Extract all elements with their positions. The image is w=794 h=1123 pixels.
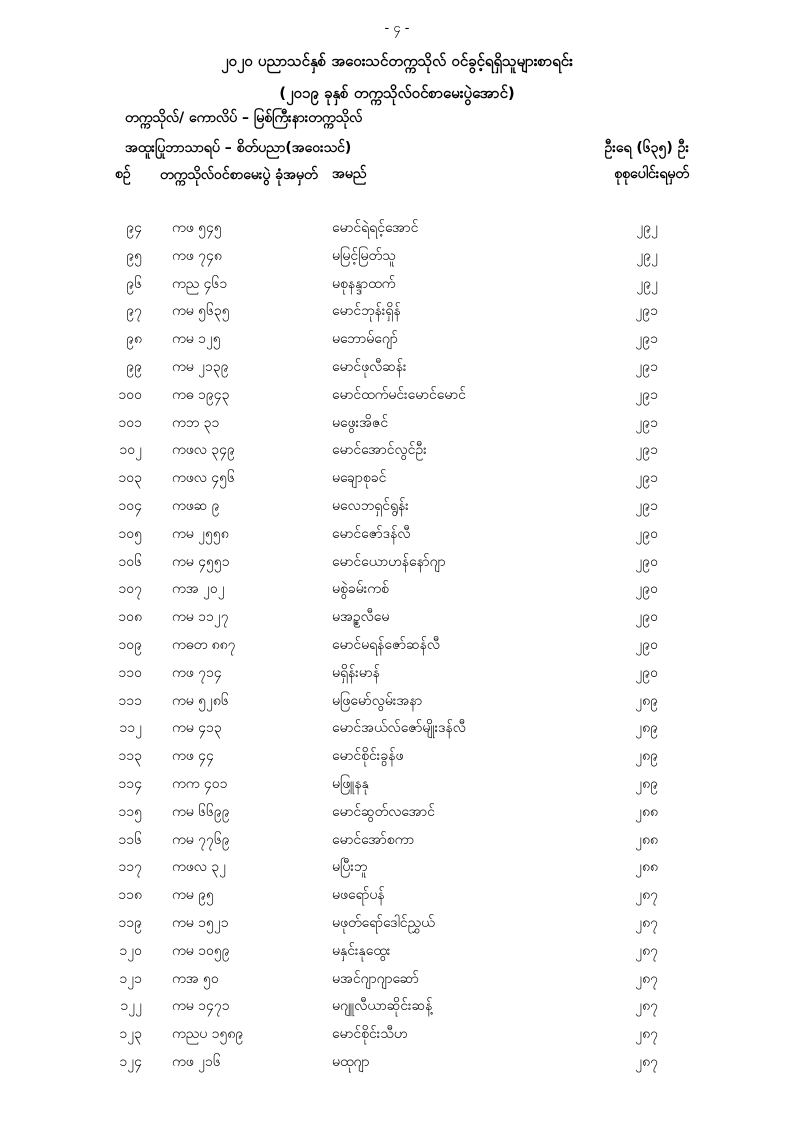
row-number: ၁၁၉ xyxy=(118,914,142,931)
table-row xyxy=(0,216,794,244)
roll-number: ကက ၄၀၁ xyxy=(172,775,228,792)
student-name: မစွဲခမ်းကစ် xyxy=(332,581,389,598)
student-name: မောင်အယ်လ်ဇော်မျိုးဒန်လီ xyxy=(332,720,466,737)
roll-number: ကဖလ ၃၂ xyxy=(172,859,227,876)
total-marks: ၂၉၀ xyxy=(635,525,658,542)
total-marks: ၂၉၁ xyxy=(635,358,658,375)
table-row xyxy=(0,466,794,494)
student-name: မဖုတ်ရော်ဒေါင်ညွှယ် xyxy=(332,914,435,931)
roll-number: ကမ ၉၅ xyxy=(172,887,214,904)
roll-number: ကညပ ၁၅၈၉ xyxy=(172,1026,244,1043)
table-row xyxy=(0,633,794,661)
total-marks: ၂၉၀ xyxy=(635,664,658,681)
row-number: ၁၁၆ xyxy=(118,831,142,848)
student-name: မောင်ဆွတ်လအောင် xyxy=(332,803,435,820)
student-name: မဖွေးအိဇင် xyxy=(332,414,389,431)
row-number: ၁၁၂ xyxy=(119,720,142,737)
subject-label: အထူးပြုဘာသာရပ် – စိတ်ပညာ(အဝေးသင်) xyxy=(125,140,352,156)
student-name: မအင်ဂျာဂျာဆော် xyxy=(332,970,419,987)
row-number: ၁၂၀ xyxy=(119,942,142,959)
student-name: မောင်ရဲရင့်အောင် xyxy=(332,220,419,236)
student-name: မပြီးဘူ xyxy=(332,859,368,876)
row-number: ၁၁၀ xyxy=(118,664,142,681)
student-name: မောင်ဘုန်းရှိန် xyxy=(332,303,401,320)
row-number: ၁၀၄ xyxy=(118,497,142,514)
roll-number: ကမ ၁၀၅၉ xyxy=(172,942,230,959)
total-marks: ၂၉၀ xyxy=(635,636,658,653)
total-marks: ၂၈၇ xyxy=(635,887,658,904)
roll-number: ကဘ ၃၁ xyxy=(172,414,220,431)
header-no: စဉ် xyxy=(115,166,131,182)
total-marks: ၂၉၁ xyxy=(635,442,658,459)
roll-number: ကဖဆ ၉ xyxy=(172,497,220,514)
table-row xyxy=(0,494,794,522)
student-name: မဖြမော်လွမ်းအနာ xyxy=(332,692,423,709)
row-number: ၁၂၁ xyxy=(119,970,142,987)
page-number: - ၄ - xyxy=(384,21,410,36)
row-number: ၁၂၂ xyxy=(120,998,142,1015)
student-name: မောင်ထက်မင်းမောင်မောင် xyxy=(332,386,466,403)
table-row xyxy=(0,355,794,383)
total-marks: ၂၈၈ xyxy=(635,859,658,876)
roll-number: ကဓတ ၈၈၇ xyxy=(172,636,236,653)
total-marks: ၂၉၁ xyxy=(635,497,658,514)
student-name: မောင်ဖုလီဆန်း xyxy=(332,358,407,375)
total-marks: ၂၉၁ xyxy=(635,386,658,403)
row-number: ၉၈ xyxy=(126,331,142,348)
row-number: ၁၁၃ xyxy=(118,748,142,765)
total-marks: ၂၈၇ xyxy=(635,1026,658,1043)
student-name: မောင်အောင်လွင်ဦး xyxy=(332,442,427,459)
roll-number: ကမ ၁၁၂၇ xyxy=(172,609,229,626)
roll-number: ကမ ၁၄၇၁ xyxy=(172,998,230,1015)
roll-number: ကဓ ၁၉၄၃ xyxy=(172,386,230,403)
roll-number: ကဖလ ၄၅၆ xyxy=(172,470,235,487)
student-name: မဖြူနနု xyxy=(332,775,369,792)
student-name: မအဥ္စလီမေ xyxy=(332,609,390,626)
table-row xyxy=(0,577,794,605)
total-marks: ၂၉၁ xyxy=(635,331,658,348)
total-count: ဦးရေ (၆၃၅) ဦး xyxy=(604,140,689,156)
roll-number: ကမ ၄၁၃ xyxy=(172,720,222,737)
header-name: အမည် xyxy=(332,166,367,182)
table-row xyxy=(0,327,794,355)
table-row xyxy=(0,411,794,439)
roll-number: ကဖလ ၃၄၉ xyxy=(172,442,235,459)
roll-number: ကမ ၄၅၅၁ xyxy=(172,553,230,570)
row-number: ၁၁၇ xyxy=(118,859,142,876)
row-number: ၉၇ xyxy=(126,303,142,320)
roll-number: ကဖ ၅၄၅ xyxy=(172,220,222,236)
row-number: ၁၀၈ xyxy=(118,609,142,626)
row-number: ၁၁၅ xyxy=(118,803,142,820)
document-subtitle: (၂၀၁၉ ခုနှစ် တက္ကသိုလ်ဝင်စာမေးပွဲအောင်) xyxy=(279,84,515,102)
table-row xyxy=(0,605,794,633)
total-marks: ၂၉၁ xyxy=(635,414,658,431)
student-name: မထုဂျာ xyxy=(332,1053,370,1070)
total-marks: ၂၉၂ xyxy=(636,247,658,264)
table-row xyxy=(0,299,794,327)
table-row xyxy=(0,772,794,800)
total-marks: ၂၈၇ xyxy=(635,998,658,1015)
table-row xyxy=(0,855,794,883)
roll-number: ကမ ၇၇၆၉ xyxy=(172,831,230,848)
roll-number: ကမ ၁၂၅ xyxy=(172,331,221,348)
row-number: ၉၆ xyxy=(126,275,142,292)
results-list xyxy=(0,216,794,1078)
row-number: ၁၂၄ xyxy=(119,1053,142,1070)
row-number: ၁၁၁ xyxy=(118,692,142,709)
roll-number: ကမ ၅၆၃၅ xyxy=(172,303,230,320)
total-marks: ၂၈၈ xyxy=(635,831,658,848)
roll-number: ကဖ ၇၄၈ xyxy=(172,247,222,264)
table-row xyxy=(0,522,794,550)
table-row xyxy=(0,272,794,300)
roll-number: ကဖ ၄၄ xyxy=(172,748,214,765)
student-name: မောင်စိုင်းခွန်ဖ xyxy=(332,748,404,765)
university-label: တက္ကသိုလ်/ ကောလိပ် – မြစ်ကြီးနားတက္ကသိုလ် xyxy=(125,110,363,126)
total-marks: ၂၈၈ xyxy=(635,803,658,820)
row-number: ၁၀၁ xyxy=(118,414,142,431)
table-row xyxy=(0,800,794,828)
student-name: မောင်မရန်ဇော်ဆန်လီ xyxy=(332,636,440,653)
total-marks: ၂၈၉ xyxy=(635,748,658,765)
total-marks: ၂၉၂ xyxy=(636,220,658,236)
total-marks: ၂၈၇ xyxy=(635,942,658,959)
total-marks: ၂၉၀ xyxy=(635,609,658,626)
row-number: ၁၀၆ xyxy=(118,553,142,570)
total-marks: ၂၉၂ xyxy=(636,275,658,292)
total-marks: ၂၈၇ xyxy=(635,914,658,931)
student-name: မနှင်းနုထွေး xyxy=(332,942,391,959)
row-number: ၁၀၂ xyxy=(119,442,142,459)
row-number: ၁၀၅ xyxy=(118,525,142,542)
table-row xyxy=(0,939,794,967)
student-name: မချောစုခင် xyxy=(332,470,387,487)
table-row xyxy=(0,883,794,911)
total-marks: ၂၉၁ xyxy=(635,303,658,320)
row-number: ၁၁၄ xyxy=(118,775,142,792)
total-marks: ၂၈၇ xyxy=(635,970,658,987)
row-number: ၁၀၃ xyxy=(118,470,142,487)
student-name: မရှိန်းမာန် xyxy=(332,664,380,681)
row-number: ၁၂၃ xyxy=(119,1026,142,1043)
student-name: မောင်အော်စကာ xyxy=(332,831,415,848)
row-number: ၉၅ xyxy=(126,247,142,264)
row-number: ၉၉ xyxy=(126,358,142,375)
table-row xyxy=(0,967,794,995)
total-marks: ၂၈၉ xyxy=(635,775,658,792)
student-name: မလေဘရှင်ရွန်း xyxy=(332,497,409,514)
table-row xyxy=(0,244,794,272)
row-number: ၁၀၉ xyxy=(118,636,142,653)
total-marks: ၂၉၀ xyxy=(635,553,658,570)
total-marks: ၂၈၇ xyxy=(635,1053,658,1070)
header-total-marks: စုစုပေါင်းရမှတ် xyxy=(614,166,689,182)
student-name: မောင်ဇော်ဒန်လီ xyxy=(332,525,411,542)
table-row xyxy=(0,744,794,772)
table-row xyxy=(0,689,794,717)
student-name: မဖရော်ပန် xyxy=(332,887,385,904)
roll-number: ကမ ၂၁၃၉ xyxy=(172,358,229,375)
row-number: ၁၁၈ xyxy=(118,887,142,904)
student-name: မစုနန္ဒာထက် xyxy=(332,275,396,292)
table-row xyxy=(0,994,794,1022)
total-marks: ၂၉၁ xyxy=(635,470,658,487)
row-number: ၁၀၀ xyxy=(118,386,142,403)
header-roll-number: တက္ကသိုလ်ဝင်စာမေးပွဲ ခုံအမှတ် xyxy=(160,167,318,183)
roll-number: ကအ ၂၀၂ xyxy=(172,581,225,598)
total-marks: ၂၈၉ xyxy=(635,720,658,737)
table-row xyxy=(0,911,794,939)
student-name: မောင်ယောဟန်နော်ဂျာ xyxy=(332,553,446,570)
student-name: မောင်စိုင်းသီဟ xyxy=(332,1026,408,1043)
roll-number: ကမ ၂၅၅၈ xyxy=(172,525,229,542)
student-name: မဘောမ်ဂျော် xyxy=(332,331,398,348)
table-row xyxy=(0,828,794,856)
table-row xyxy=(0,383,794,411)
total-marks: ၂၉၀ xyxy=(635,581,658,598)
table-row xyxy=(0,438,794,466)
roll-number: ကဖ ၂၁၆ xyxy=(172,1053,221,1070)
table-row xyxy=(0,1050,794,1078)
row-number: ၁၀၇ xyxy=(118,581,142,598)
student-name: မဂျူလီယာဆိုင်းဆန့် xyxy=(332,998,433,1015)
row-number: ၉၄ xyxy=(126,220,142,236)
document-title: ၂၀၂၀ ပညာသင်နှစ် အဝေးသင်တက္ကသိုလ် ဝင်ခွင့်ရရှိသူများစာရင်း xyxy=(221,52,573,70)
roll-number: ကည ၄၆၁ xyxy=(172,275,228,292)
table-row xyxy=(0,1022,794,1050)
table-row xyxy=(0,550,794,578)
roll-number: ကမ ၁၅၂၁ xyxy=(172,914,229,931)
roll-number: ကအ ၅၀ xyxy=(172,970,219,987)
roll-number: ကမ ၅၂၈၆ xyxy=(172,692,229,709)
table-row xyxy=(0,716,794,744)
table-row xyxy=(0,661,794,689)
roll-number: ကဖ ၇၁၄ xyxy=(172,664,222,681)
student-name: မမြင့်မြတ်သူ xyxy=(332,247,396,264)
roll-number: ကမ ၆၆၉၉ xyxy=(172,803,230,820)
total-marks: ၂၈၉ xyxy=(635,692,658,709)
